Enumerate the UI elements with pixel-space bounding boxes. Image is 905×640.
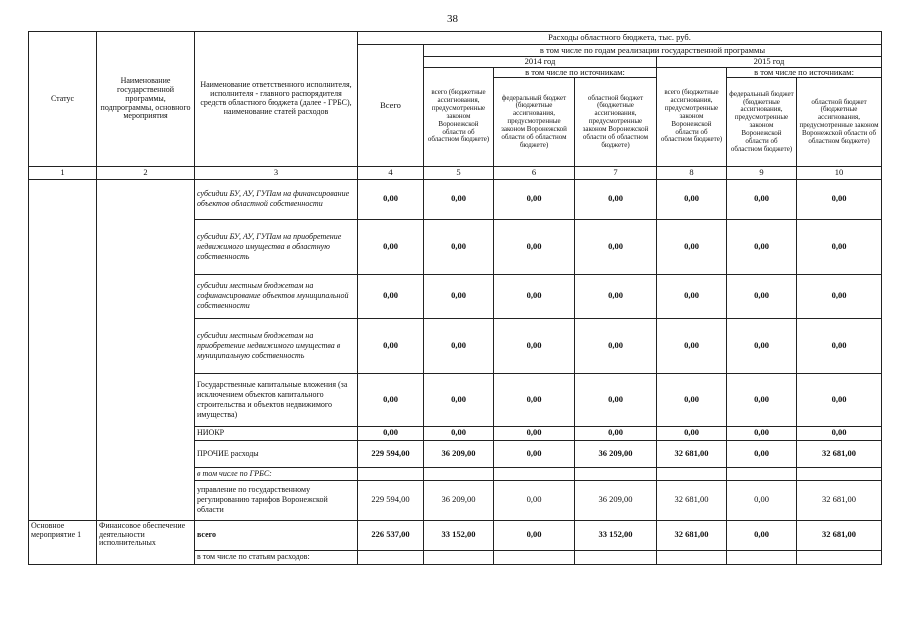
cell-value: 0,00 [657,373,727,426]
row-name: субсидии местным бюджетам на приобретение недвижимого имущества в муниципальную собственность [195,318,358,373]
header-by-years: в том числе по годам реализации государственной программы [424,44,882,57]
cell-value: 0,00 [727,373,797,426]
cell-value: 0,00 [358,373,424,426]
cell-value: 36 209,00 [424,440,494,467]
col-num: 7 [575,167,657,180]
cell-value: 36 209,00 [575,480,657,520]
cell-value: 0,00 [657,426,727,440]
cell-value: 0,00 [424,219,494,274]
cell-empty [727,550,797,564]
cell-value: 229 594,00 [358,480,424,520]
cell-empty [424,467,494,480]
program-cell-empty [97,179,195,520]
row-name: управление по государственному регулированию тарифов Воронежской области [195,480,358,520]
cell-value: 0,00 [424,426,494,440]
cell-empty [575,467,657,480]
header-total-2015: всего (бюджетные ассигнования, предусмотренные законом Воронежской области об областном бюджете) [657,67,727,167]
cell-value: 0,00 [657,274,727,318]
cell-empty [657,467,727,480]
cell-value: 32 681,00 [657,440,727,467]
header-total: Всего [358,44,424,167]
cell-value: 32 681,00 [797,440,882,467]
cell-value: 0,00 [727,426,797,440]
cell-value: 0,00 [727,219,797,274]
cell-value: 0,00 [727,440,797,467]
cell-value: 0,00 [797,274,882,318]
cell-value: 33 152,00 [575,520,657,550]
cell-value: 0,00 [657,219,727,274]
cell-value: 0,00 [727,520,797,550]
cell-empty [797,467,882,480]
column-numbers-row [29,167,882,180]
row-name: субсидии БУ, АУ, ГУПам на финансирование объектов областной собственности [195,179,358,219]
cell-value: 0,00 [358,274,424,318]
header-row-1 [29,32,882,45]
header-regional-2015: областной бюджет (бюджетные ассигнования, предусмотренные законом Воронежской области об областном бюджете) [797,78,882,167]
cell-value: 0,00 [494,318,575,373]
cell-value: 32 681,00 [657,520,727,550]
cell-value: 0,00 [797,219,882,274]
header-executor-name: Наименование ответственного исполнителя, исполнителя - главного распорядителя средств областного бюджета (далее - ГРБС), наименование статей расходов [195,32,358,167]
cell-value: 0,00 [575,373,657,426]
row-name: ПРОЧИЕ расходы [195,440,358,467]
cell-value: 0,00 [797,373,882,426]
row-name: субсидии БУ, АУ, ГУПам на приобретение недвижимого имущества в областную собственность [195,219,358,274]
cell-value: 0,00 [494,480,575,520]
header-federal-2014: федеральный бюджет (бюджетные ассигнования, предусмотренные законом Воронежской области об областном бюджете) [494,78,575,167]
cell-value: 0,00 [727,480,797,520]
row-name: Государственные капитальные вложения (за исключением объектов капитального строительства и объектов недвижимого имущества) [195,373,358,426]
cell-value: 226 537,00 [358,520,424,550]
cell-value: 0,00 [358,318,424,373]
cell-value: 0,00 [494,274,575,318]
budget-table [28,31,882,565]
cell-value: 0,00 [494,373,575,426]
cell-empty [575,550,657,564]
cell-value: 33 152,00 [424,520,494,550]
cell-value: 0,00 [657,179,727,219]
header-federal-2015: федеральный бюджет (бюджетные ассигнования, предусмотренные законом Воронежской области об областном бюджете) [727,78,797,167]
cell-value: 0,00 [575,219,657,274]
header-status: Статус [29,32,97,167]
cell-empty [657,550,727,564]
cell-empty [797,550,882,564]
cell-value: 229 594,00 [358,440,424,467]
row-name: в том числе по статьям расходов: [195,550,358,564]
program-cell: Финансовое обеспечение деятельности исполнительных [97,520,195,564]
cell-value: 32 681,00 [797,480,882,520]
header-total-2014: всего (бюджетные ассигнования, предусмотренные законом Воронежской области об областном бюджете) [424,67,494,167]
header-year-2015: 2015 год [657,57,882,68]
col-num: 6 [494,167,575,180]
col-num: 3 [195,167,358,180]
row-name: в том числе по ГРБС: [195,467,358,480]
col-num: 10 [797,167,882,180]
header-expenses-title: Расходы областного бюджета, тыс. руб. [358,32,882,45]
cell-value: 0,00 [575,179,657,219]
col-num: 9 [727,167,797,180]
cell-value: 0,00 [727,179,797,219]
cell-empty [727,467,797,480]
cell-value: 0,00 [494,520,575,550]
cell-value: 0,00 [494,440,575,467]
cell-empty [424,550,494,564]
header-sources-2014: в том числе по источникам: [494,67,657,78]
cell-value: 0,00 [575,274,657,318]
cell-value: 0,00 [727,274,797,318]
col-num: 1 [29,167,97,180]
page-number: 38 [447,13,458,25]
cell-value: 0,00 [575,426,657,440]
cell-value: 0,00 [424,179,494,219]
header-sources-2015: в том числе по источникам: [727,67,882,78]
cell-value: 0,00 [424,274,494,318]
cell-value: 36 209,00 [424,480,494,520]
cell-value: 32 681,00 [657,480,727,520]
cell-value: 0,00 [358,426,424,440]
table-row [29,179,882,219]
row-name: всего [195,520,358,550]
header-year-2014: 2014 год [424,57,657,68]
status-cell: Основное мероприятие 1 [29,520,97,564]
col-num: 2 [97,167,195,180]
cell-value: 0,00 [727,318,797,373]
cell-value: 0,00 [797,426,882,440]
header-program-name: Наименование государственной программы, подпрограммы, основного мероприятия [97,32,195,167]
status-cell-empty [29,179,97,520]
cell-value: 0,00 [797,179,882,219]
cell-value: 0,00 [358,219,424,274]
cell-value: 32 681,00 [797,520,882,550]
row-name: субсидии местным бюджетам на софинансирование объектов муниципальной собственности [195,274,358,318]
table-row [29,520,882,550]
col-num: 8 [657,167,727,180]
cell-value: 0,00 [494,426,575,440]
cell-empty [358,467,424,480]
cell-value: 0,00 [424,373,494,426]
cell-value: 0,00 [797,318,882,373]
col-num: 4 [358,167,424,180]
row-name: НИОКР [195,426,358,440]
cell-value: 0,00 [358,179,424,219]
cell-empty [494,467,575,480]
header-regional-2014: областной бюджет (бюджетные ассигнования, предусмотренные законом Воронежской области об областном бюджете) [575,78,657,167]
col-num: 5 [424,167,494,180]
cell-value: 0,00 [494,219,575,274]
cell-value: 36 209,00 [575,440,657,467]
cell-value: 0,00 [575,318,657,373]
cell-value: 0,00 [494,179,575,219]
cell-empty [358,550,424,564]
cell-value: 0,00 [424,318,494,373]
cell-empty [494,550,575,564]
cell-value: 0,00 [657,318,727,373]
